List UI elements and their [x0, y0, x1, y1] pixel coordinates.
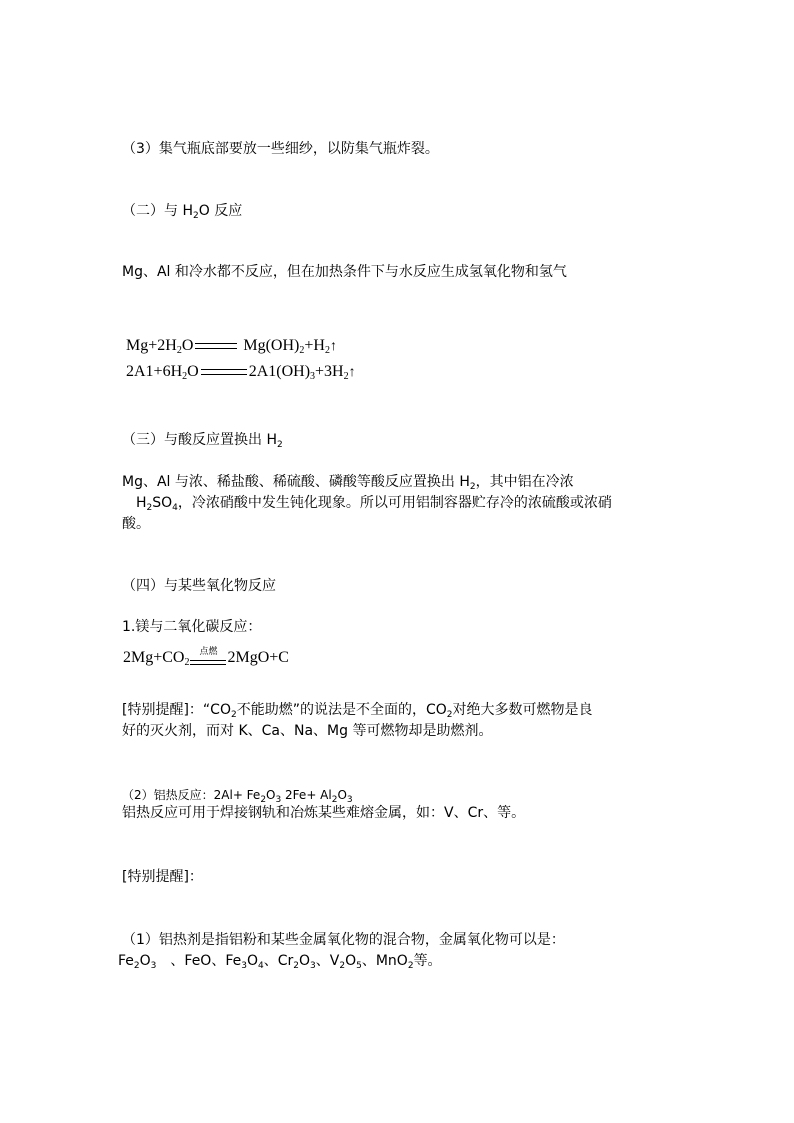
- subscript: 2: [331, 795, 338, 805]
- text: O 反应: [198, 203, 243, 219]
- text: 好的灭火剂，而对 K、Ca、Na、Mg 等可燃物却是助燃剂。: [122, 723, 493, 739]
- paragraph-3-line-2: [136, 494, 612, 512]
- condition-label: 点燃: [199, 647, 218, 658]
- text: （三）与酸反应置换出 H: [122, 432, 277, 448]
- text: Mg、Al 与浓、稀盐酸、稀硫酸、磷酸等酸反应置换出 H: [122, 474, 470, 490]
- heading-3: [122, 431, 283, 449]
- text: 不能助燃”的说法是不全面的，CO: [236, 702, 447, 718]
- text: （四）与某些氧化物反应: [122, 578, 276, 594]
- subscript: 2: [469, 482, 476, 492]
- subscript: 3: [275, 795, 282, 805]
- paragraph-6: [122, 804, 525, 822]
- text: ，冷浓硝酸中发生钝化现象。所以可用铝制容器贮存冷的浓硫酸或浓硝: [177, 495, 612, 511]
- reaction-condition: [190, 648, 226, 668]
- text: +H: [304, 337, 325, 354]
- double-line: [190, 660, 226, 665]
- text: O: [181, 337, 194, 354]
- text: O: [187, 363, 199, 380]
- text: 、MnO: [361, 953, 408, 969]
- text: （二）与 H: [122, 203, 193, 219]
- text: [特别提醒]：“CO: [122, 702, 231, 718]
- text: H: [136, 495, 147, 511]
- up-arrow-icon: ↑: [329, 339, 337, 354]
- double-line: [201, 369, 247, 375]
- subscript: 3: [346, 795, 353, 805]
- note-1-line-1: [122, 701, 593, 719]
- subscript: 2: [182, 371, 188, 382]
- text: Mg、Al 和冷水都不反应，但在加热条件下与水反应生成氢氧化物和氢气: [122, 264, 567, 280]
- text: （2）铝热反应：2Al+ Fe: [122, 788, 261, 802]
- text: Mg(OH): [243, 337, 300, 354]
- text: 、FeO、Fe: [156, 953, 242, 969]
- heading-2: [122, 202, 242, 220]
- double-line: [195, 343, 237, 349]
- subscript: 2: [343, 371, 349, 382]
- text: O: [345, 953, 357, 969]
- subscript: 2: [446, 710, 453, 720]
- text: 对绝大多数可燃物是良: [452, 702, 593, 718]
- note-1-line-2: [122, 722, 492, 740]
- text: （1）铝热剂是指铝粉和某些金属氧化物的混合物，金属氧化物可以是：: [122, 932, 565, 948]
- subscript: 3: [241, 961, 247, 971]
- text: ，其中铝在冷浓: [475, 474, 574, 490]
- text: O: [246, 953, 258, 969]
- subscript: 2: [293, 961, 299, 971]
- text: 等。: [413, 953, 442, 969]
- equation-2: [126, 362, 356, 383]
- subscript: 3: [310, 371, 316, 382]
- subscript: 2: [299, 345, 305, 356]
- text: 、Cr: [263, 953, 294, 969]
- up-arrow-icon: ↑: [348, 365, 356, 380]
- text: 铝热反应可用于焊接钢轨和冶炼某些难熔金属，如：V、Cr、等。: [122, 805, 526, 821]
- subscript: 2: [407, 961, 414, 971]
- heading-4: [122, 577, 276, 595]
- subscript: 2: [133, 961, 140, 971]
- subscript: 2: [192, 211, 199, 221]
- text: SO: [152, 495, 173, 511]
- text: O: [266, 788, 276, 802]
- text: +3H: [315, 363, 344, 380]
- paragraph-3-line-1: [122, 473, 574, 491]
- subscript: 2: [146, 503, 153, 513]
- note-2: [122, 868, 203, 886]
- text: 酸。: [122, 516, 150, 532]
- text: 1.镁与二氧化碳反应：: [122, 619, 262, 635]
- paragraph-1: [122, 140, 439, 158]
- equation-3: [123, 648, 289, 668]
- text: [特别提醒]：: [122, 869, 203, 885]
- paragraph-2: [122, 263, 567, 281]
- subscript: 2: [324, 345, 330, 356]
- text: O: [337, 788, 347, 802]
- subscript: 3: [150, 961, 157, 971]
- subscript: 2: [276, 440, 283, 450]
- subscript: 3: [310, 961, 316, 971]
- subscript: 4: [172, 503, 178, 513]
- paragraph-5: [122, 786, 353, 804]
- subscript: 5: [356, 961, 362, 971]
- equation-1: [126, 336, 337, 357]
- paragraph-7-line-1: [122, 931, 565, 949]
- subscript: 2: [339, 961, 346, 971]
- subscript: 2: [176, 345, 182, 356]
- paragraph-3-line-3: [122, 515, 150, 533]
- text: （3）集气瓶底部要放一些细纱，以防集气瓶炸裂。: [122, 141, 439, 157]
- subscript: 4: [258, 961, 264, 971]
- text: 2Mg+CO: [123, 649, 185, 666]
- text: 2A1(OH): [248, 363, 311, 380]
- subscript: 2: [260, 795, 267, 805]
- text: 2MgO+C: [227, 649, 289, 666]
- text: 2Fe+ Al: [281, 788, 332, 802]
- text: O: [139, 953, 151, 969]
- subscript: 2: [230, 710, 237, 720]
- subscript: 2: [184, 657, 190, 668]
- paragraph-4: [122, 618, 261, 636]
- text: Mg+2H: [126, 337, 177, 354]
- paragraph-7-line-2: [118, 952, 442, 970]
- text: O: [299, 953, 311, 969]
- text: 2A1+6H: [126, 363, 183, 380]
- text: Fe: [118, 953, 134, 969]
- text: 、V: [315, 953, 340, 969]
